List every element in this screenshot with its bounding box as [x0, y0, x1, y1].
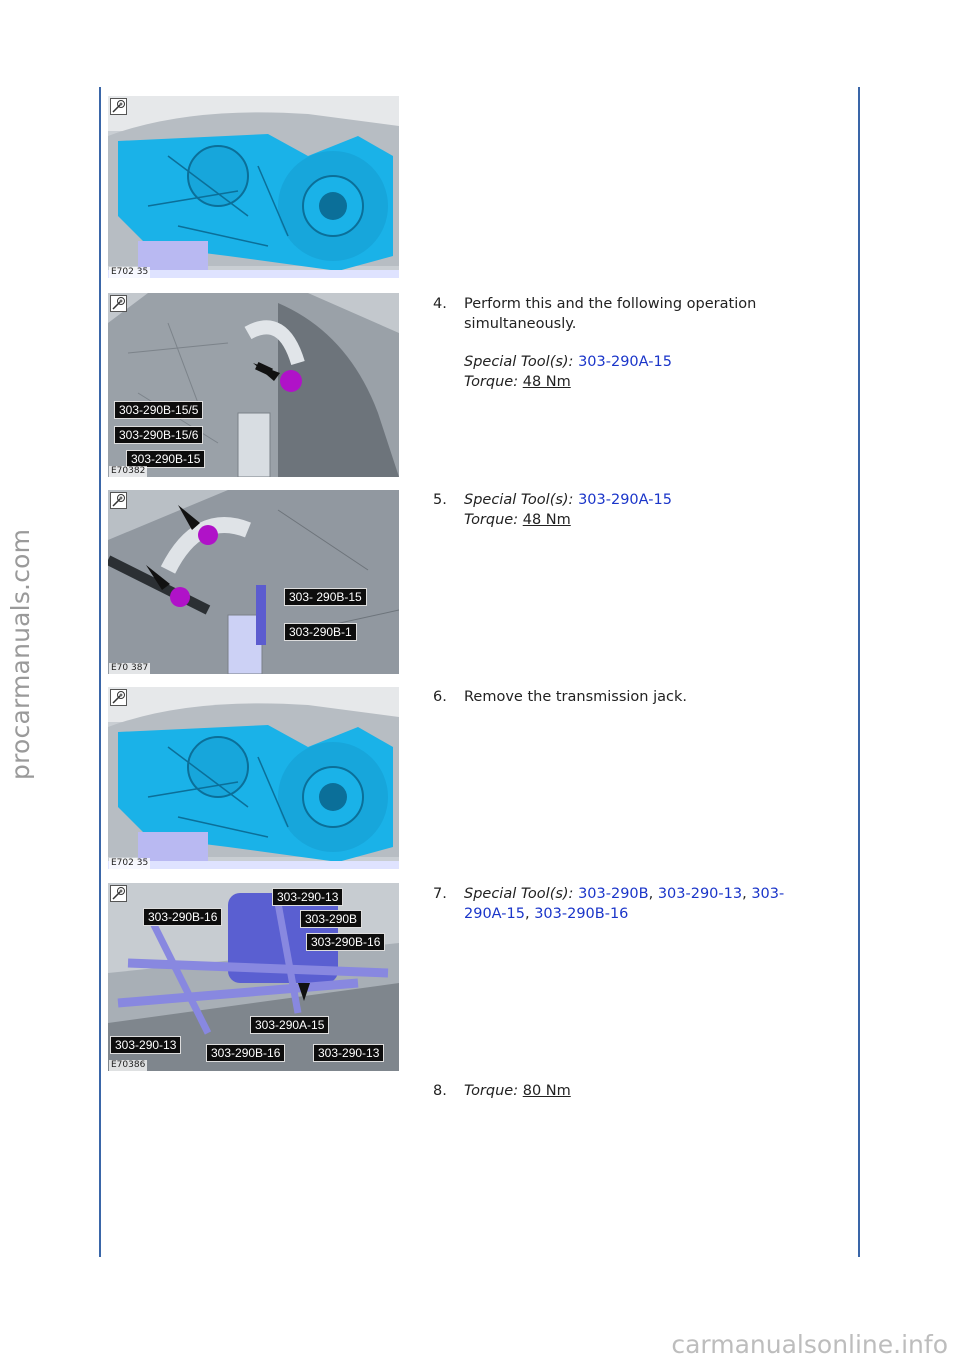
- zoom-icon[interactable]: [110, 689, 127, 706]
- transmission-illustration: [108, 96, 399, 278]
- tool-callout: 303-290-13: [313, 1044, 384, 1062]
- special-tools-label: Special Tool(s):: [464, 492, 574, 508]
- tool-callout: 303-290B-16: [206, 1044, 285, 1062]
- special-tools-label: Special Tool(s):: [464, 354, 574, 370]
- figure-transmission-5[interactable]: [108, 883, 399, 1071]
- special-tool-link[interactable]: 303-290B-16: [534, 906, 629, 922]
- procedure-step: [433, 490, 833, 530]
- tool-callout: 303-290B-15/6: [114, 426, 203, 444]
- step-number: 5.: [433, 492, 447, 508]
- tool-callout: 303-290B-16: [143, 908, 222, 926]
- figure-code: E70386: [111, 1060, 146, 1070]
- figure-transmission-1[interactable]: [108, 96, 399, 278]
- zoom-icon[interactable]: [110, 885, 127, 902]
- special-tool-link[interactable]: 303-290A-15: [578, 492, 672, 508]
- tool-callout: 303-290-13: [272, 888, 343, 906]
- torque-value[interactable]: 48 Nm: [522, 374, 571, 390]
- procedure-step: [433, 294, 833, 392]
- torque-label: Torque:: [464, 1083, 519, 1099]
- torque-value[interactable]: 48 Nm: [522, 512, 571, 528]
- step-number: 8.: [433, 1083, 447, 1099]
- special-tool-link[interactable]: 303-290-13: [657, 886, 743, 902]
- figure-transmission-2[interactable]: [108, 293, 399, 477]
- transmission-illustration: [108, 687, 399, 869]
- transmission-illustration: [108, 490, 399, 674]
- figure-code: E702 35: [111, 858, 149, 868]
- torque-value[interactable]: 80 Nm: [522, 1083, 571, 1099]
- zoom-icon[interactable]: [110, 98, 127, 115]
- procedure-step: [433, 884, 833, 924]
- zoom-icon[interactable]: [110, 492, 127, 509]
- separator: ,: [524, 906, 530, 922]
- separator: ,: [742, 886, 747, 902]
- side-watermark: procarmanuals.com: [6, 528, 35, 780]
- special-tool-link[interactable]: 290A-15: [464, 906, 525, 922]
- torque-label: Torque:: [464, 512, 519, 528]
- step-text: Perform this and the following operation: [464, 296, 757, 312]
- procedure-step: [433, 687, 833, 707]
- zoom-icon[interactable]: [110, 295, 127, 312]
- figure-code: E70 387: [111, 663, 149, 673]
- figure-code: E70382: [111, 466, 146, 476]
- figure-transmission-3[interactable]: [108, 490, 399, 674]
- tool-callout: 303-290B-16: [306, 933, 385, 951]
- figure-code: E702 35: [111, 267, 149, 277]
- tool-callout: 303-290A-15: [250, 1016, 329, 1034]
- bottom-watermark: carmanualsonline.info: [671, 1330, 948, 1359]
- right-margin-rule: [858, 87, 860, 1257]
- separator: ,: [648, 886, 654, 902]
- special-tools-label: Special Tool(s):: [464, 886, 574, 902]
- step-number: 4.: [433, 296, 447, 312]
- tool-callout: 303-290B: [300, 910, 362, 928]
- figure-transmission-4[interactable]: [108, 687, 399, 869]
- step-text: Remove the transmission jack.: [464, 689, 687, 705]
- special-tool-link[interactable]: 303-: [751, 886, 785, 902]
- tool-callout: 303-290B-1: [284, 623, 357, 641]
- torque-label: Torque:: [464, 374, 519, 390]
- special-tool-link[interactable]: 303-290A-15: [578, 354, 672, 370]
- tool-callout: 303-290B-15/5: [114, 401, 203, 419]
- procedure-step: [433, 1081, 833, 1101]
- step-text: simultaneously.: [464, 316, 577, 332]
- tool-callout: 303- 290B-15: [284, 588, 367, 606]
- tool-callout: 303-290B-15: [126, 450, 205, 468]
- step-number: 6.: [433, 689, 447, 705]
- step-number: 7.: [433, 886, 447, 902]
- left-margin-rule: [99, 87, 101, 1257]
- special-tool-link[interactable]: 303-290B: [578, 886, 649, 902]
- tool-callout: 303-290-13: [110, 1036, 181, 1054]
